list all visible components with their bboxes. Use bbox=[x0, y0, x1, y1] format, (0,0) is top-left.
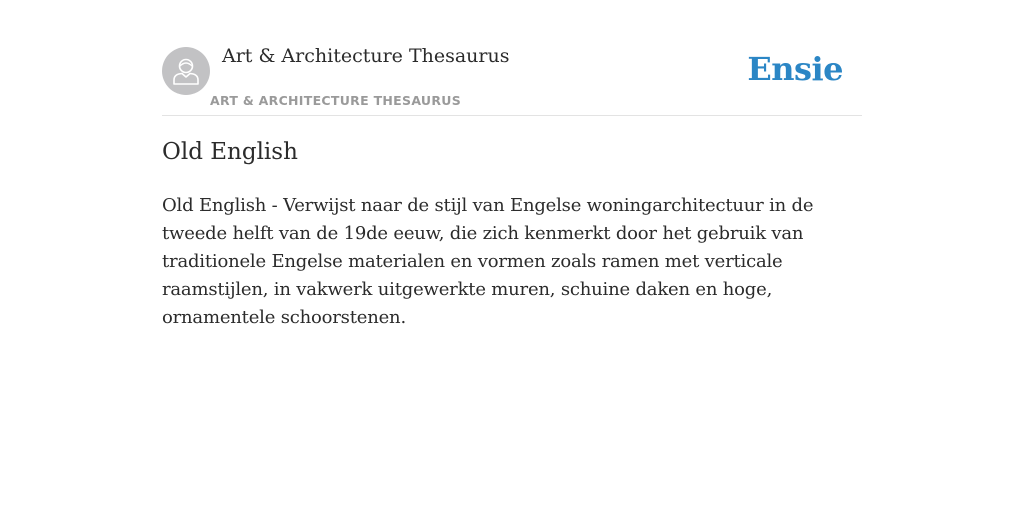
ensie-logo-link[interactable]: Ensie bbox=[747, 50, 843, 88]
entry-title: Old English bbox=[162, 139, 298, 165]
author-avatar[interactable] bbox=[162, 47, 210, 95]
entry-definition: Old English - Verwijst naar de stijl van Engelse woningarchitectuur in de tweede helft van de 19de eeuw, die zich kenmerkt door het gebruik van traditionele Engelse materialen en vormen zoals ramen met verticale raamstijlen, in vakwerk uitgewerkte muren, schuine daken en hoge, ornamentele schoorstenen. bbox=[162, 195, 814, 328]
entry-header bbox=[162, 0, 862, 116]
user-icon bbox=[172, 56, 200, 86]
author-name[interactable]: Art & Architecture Thesaurus bbox=[222, 45, 510, 67]
author-subtitle[interactable]: ART & ARCHITECTURE THESAURUS bbox=[210, 93, 462, 108]
entry-card bbox=[162, 0, 862, 328]
